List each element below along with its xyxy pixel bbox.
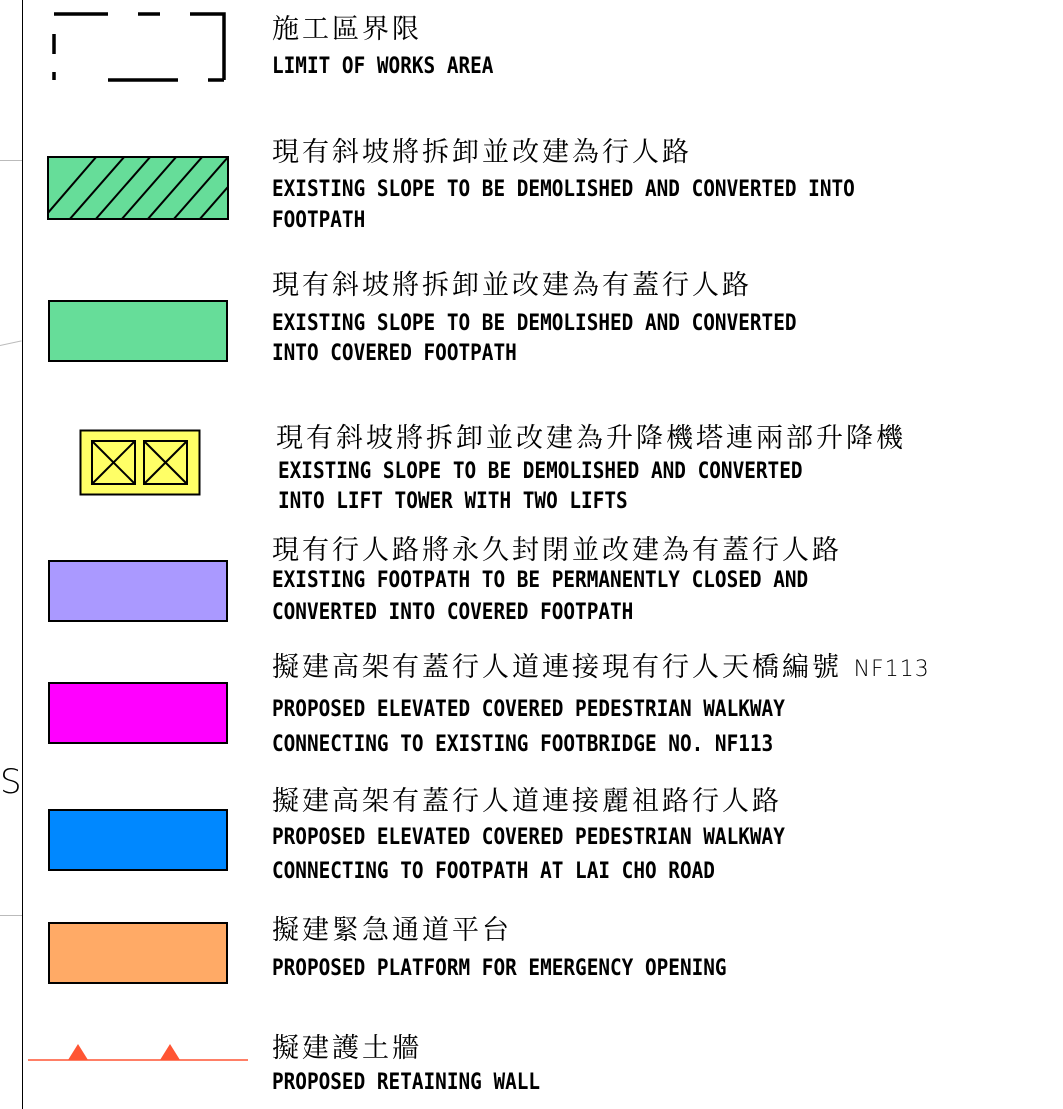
covered-footpath-swatch xyxy=(48,300,228,362)
limit-of-works-symbol xyxy=(48,10,233,85)
lift-tower-symbol xyxy=(79,429,201,496)
legend-orange-zh: 擬建緊急通道平台 xyxy=(272,915,512,946)
faint-drawing-line xyxy=(0,340,22,346)
emergency-platform-swatch xyxy=(48,922,228,984)
legend-lift-en-1: EXISTING SLOPE TO BE DEMOLISHED AND CONVERTED xyxy=(278,459,803,484)
legend-magenta-en-1: PROPOSED ELEVATED COVERED PEDESTRIAN WALKWAY xyxy=(272,697,785,722)
legend-limit-zh: 施工區界限 xyxy=(272,14,422,45)
legend-blue-en-1: PROPOSED ELEVATED COVERED PEDESTRIAN WALKWAY xyxy=(272,825,785,850)
legend-purple-zh: 現有行人路將永久封閉並改建為有蓋行人路 xyxy=(272,535,842,566)
walkway-footbridge-swatch xyxy=(48,682,228,744)
legend-wall-en: PROPOSED RETAINING WALL xyxy=(272,1070,541,1095)
hatched-slope-swatch xyxy=(47,156,229,220)
cut-off-letter: S xyxy=(0,762,22,802)
legend-purple-en-2: CONVERTED INTO COVERED FOOTPATH xyxy=(272,600,634,625)
legend-green-en-1: EXISTING SLOPE TO BE DEMOLISHED AND CONVERTED xyxy=(272,311,797,336)
legend-magenta-zh: 擬建高架有蓋行人道連接現有行人天橋編號 NF113 xyxy=(272,652,930,683)
legend-green-en-2: INTO COVERED FOOTPATH xyxy=(272,341,517,366)
legend-green-zh: 現有斜坡將拆卸並改建為有蓋行人路 xyxy=(272,270,752,301)
legend-limit-en: LIMIT OF WORKS AREA xyxy=(272,54,494,79)
legend-lift-en-2: INTO LIFT TOWER WITH TWO LIFTS xyxy=(278,489,628,514)
legend-orange-en: PROPOSED PLATFORM FOR EMERGENCY OPENING xyxy=(272,956,727,981)
faint-drawing-line xyxy=(0,915,22,916)
legend-blue-zh: 擬建高架有蓋行人道連接麗祖路行人路 xyxy=(272,786,782,817)
legend-hatch-en-1: EXISTING SLOPE TO BE DEMOLISHED AND CONVERTED INTO xyxy=(272,177,855,202)
legend-wall-zh: 擬建護土牆 xyxy=(272,1033,422,1064)
legend-hatch-zh: 現有斜坡將拆卸並改建為行人路 xyxy=(272,137,692,168)
left-border-line xyxy=(22,0,23,1109)
closed-footpath-swatch xyxy=(48,560,228,622)
faint-drawing-line xyxy=(0,160,22,161)
legend-hatch-en-2: FOOTPATH xyxy=(272,208,366,233)
retaining-wall-symbol xyxy=(28,1040,250,1064)
walkway-lai-cho-road-swatch xyxy=(48,809,228,871)
legend-blue-en-2: CONNECTING TO FOOTPATH AT LAI CHO ROAD xyxy=(272,859,715,884)
legend-purple-en-1: EXISTING FOOTPATH TO BE PERMANENTLY CLOSED AND xyxy=(272,568,809,593)
legend-magenta-en-2: CONNECTING TO EXISTING FOOTBRIDGE NO. NF113 xyxy=(272,732,774,757)
legend-lift-zh: 現有斜坡將拆卸並改建為升降機塔連兩部升降機 xyxy=(276,423,906,454)
